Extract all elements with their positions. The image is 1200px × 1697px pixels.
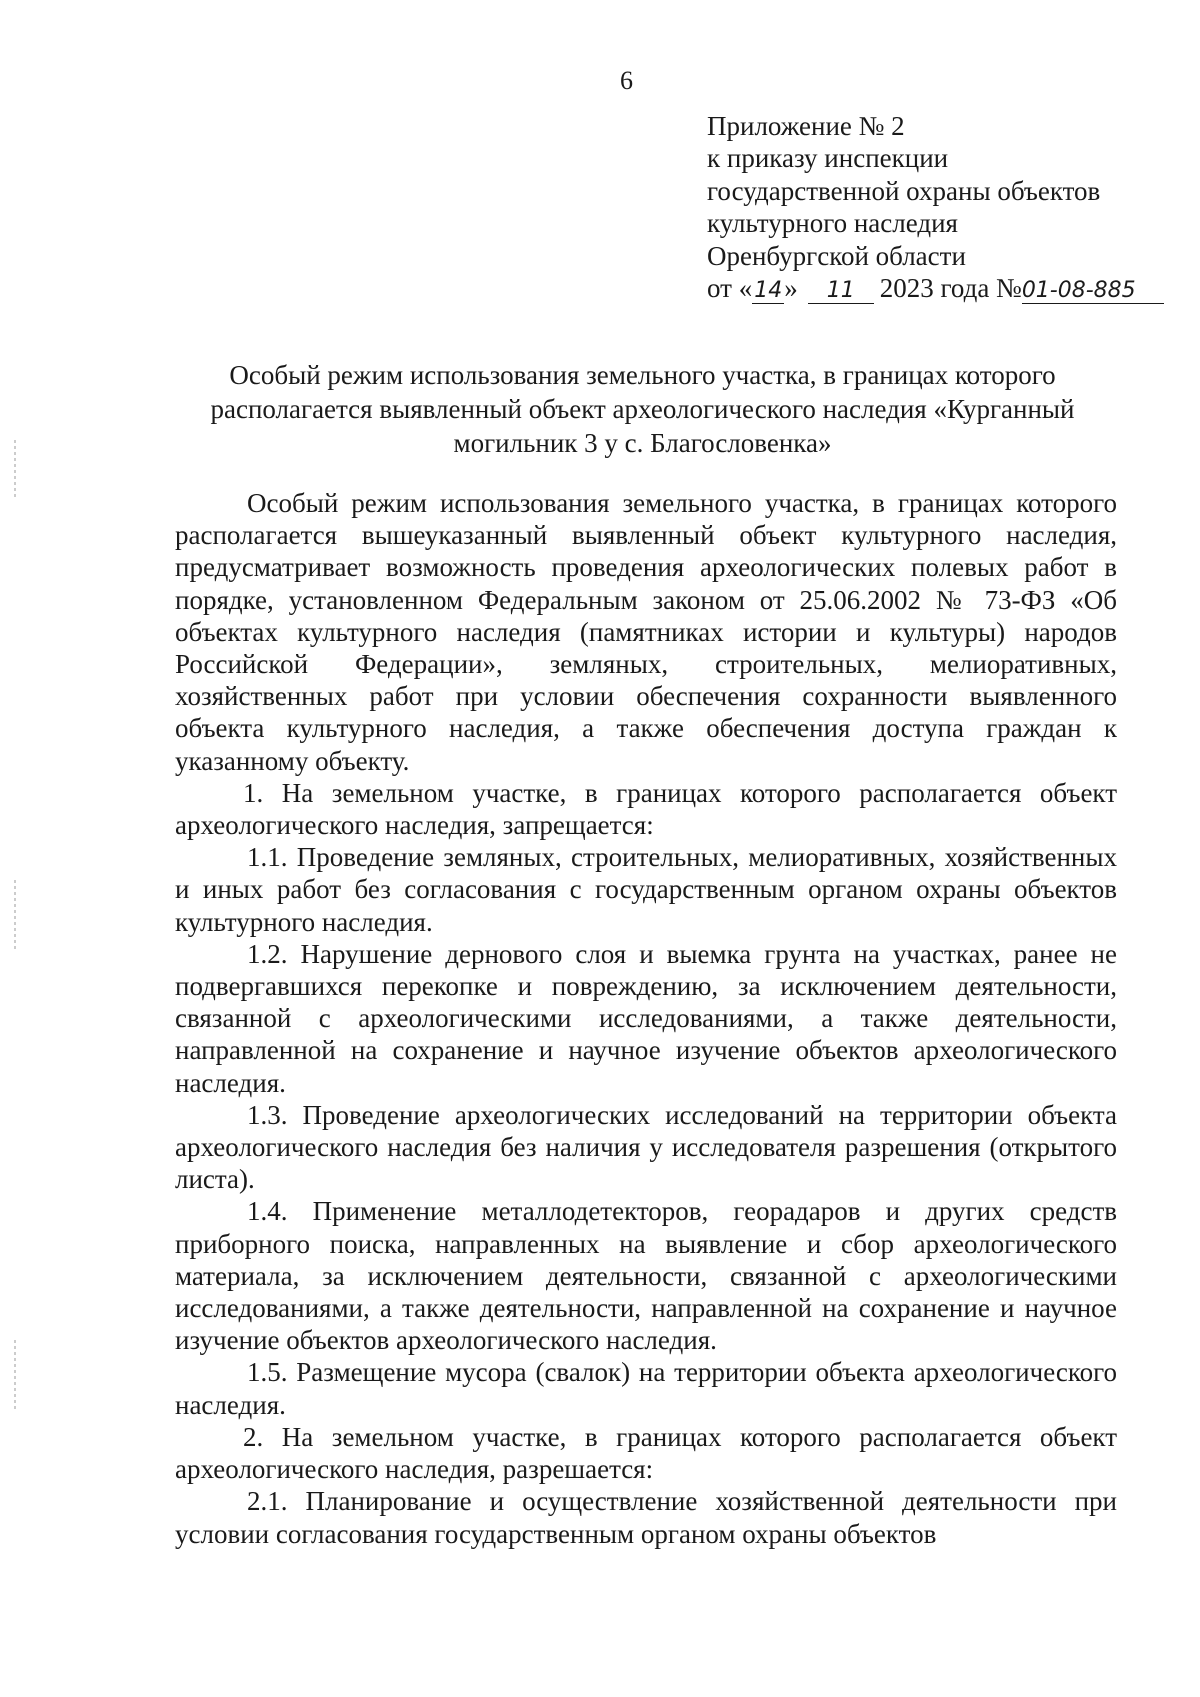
- appendix-title: Приложение № 2: [707, 111, 905, 141]
- document-body: [175, 487, 1117, 1550]
- date-prefix: от «: [707, 273, 753, 304]
- scan-artifact: [14, 1340, 16, 1410]
- date-year: 2023 года №: [879, 273, 1022, 304]
- date-mid: »: [784, 273, 798, 304]
- appendix-agency-line: культурного наследия: [707, 208, 958, 239]
- appendix-date-line: [707, 272, 1177, 304]
- handwritten-day: 14: [754, 278, 783, 304]
- clause-1-4: 1.4. Применение металлодетекторов, георадаров и других средств приборного поиска, направленных на выявление и сбор археологического материала, за исключением деятельности, связанной с археологическими исследованиями, а также деятельности, направленной на сохранение и научное изучение объектов археологического наследия.: [175, 1196, 1117, 1356]
- clause-1-2: 1.2. Нарушение дернового слоя и выемка грунта на участках, ранее не подвергавшихся перекопке и повреждению, за исключением деятельности, связанной с археологическими исследованиями, а также деятельности, направленной на сохранение и научное изучение объектов археологического наследия.: [175, 938, 1117, 1098]
- handwritten-month: 11: [808, 279, 874, 304]
- clause-1: 1. На земельном участке, в границах которого располагается объект археологического наследия, запрещается:: [175, 777, 1117, 841]
- appendix-agency-line: государственной охраны объектов: [707, 175, 1101, 206]
- clause-1-5: 1.5. Размещение мусора (свалок) на территории объекта археологического наследия.: [175, 1357, 1117, 1420]
- clause-1-1: 1.1. Проведение земляных, строительных, мелиоративных, хозяйственных и иных работ без согласования с государственным органом охраны объектов культурного наследия.: [175, 842, 1117, 937]
- appendix-header: [707, 110, 1177, 304]
- clause-2: 2. На земельном участке, в границах которого располагается объект археологического наследия, разрешается:: [175, 1421, 1117, 1485]
- appendix-order-ref: к приказу инспекции: [707, 143, 949, 174]
- handwritten-order-number: 01-08-885: [1022, 279, 1164, 304]
- appendix-region: Оренбургской области: [707, 240, 966, 271]
- scan-artifact: [14, 440, 16, 500]
- page-number: 6: [620, 66, 633, 95]
- document-title: Особый режим использования земельного участка, в границах которого располагается выявленный объект археологического наследия «Курганный могильник 3 у с. Благословенка»: [210, 360, 1075, 458]
- clause-1-3: 1.3. Проведение археологических исследований на территории объекта археологического наследия без наличия у исследователя разрешения (открытого листа).: [175, 1099, 1117, 1195]
- clause-2-1: 2.1. Планирование и осуществление хозяйственной деятельности при условии согласования государственным органом охраны объектов: [175, 1486, 1117, 1549]
- scan-artifact: [14, 880, 16, 950]
- intro-paragraph: Особый режим использования земельного участка, в границах которого располагается вышеуказанный выявленный объект культурного наследия, предусматривает возможность проведения археологических полевых работ в порядке, установленном Федеральным законом от 25.06.2002 № 73-ФЗ «Об объектах культурного наследия (памятниках истории и культуры) народов Российской Федерации», земляных, строительных, мелиоративных, хозяйственных работ при условии обеспечения сохранности выявленного объекта культурного наследия, а также обеспечения доступа граждан к указанному объекту.: [175, 488, 1117, 776]
